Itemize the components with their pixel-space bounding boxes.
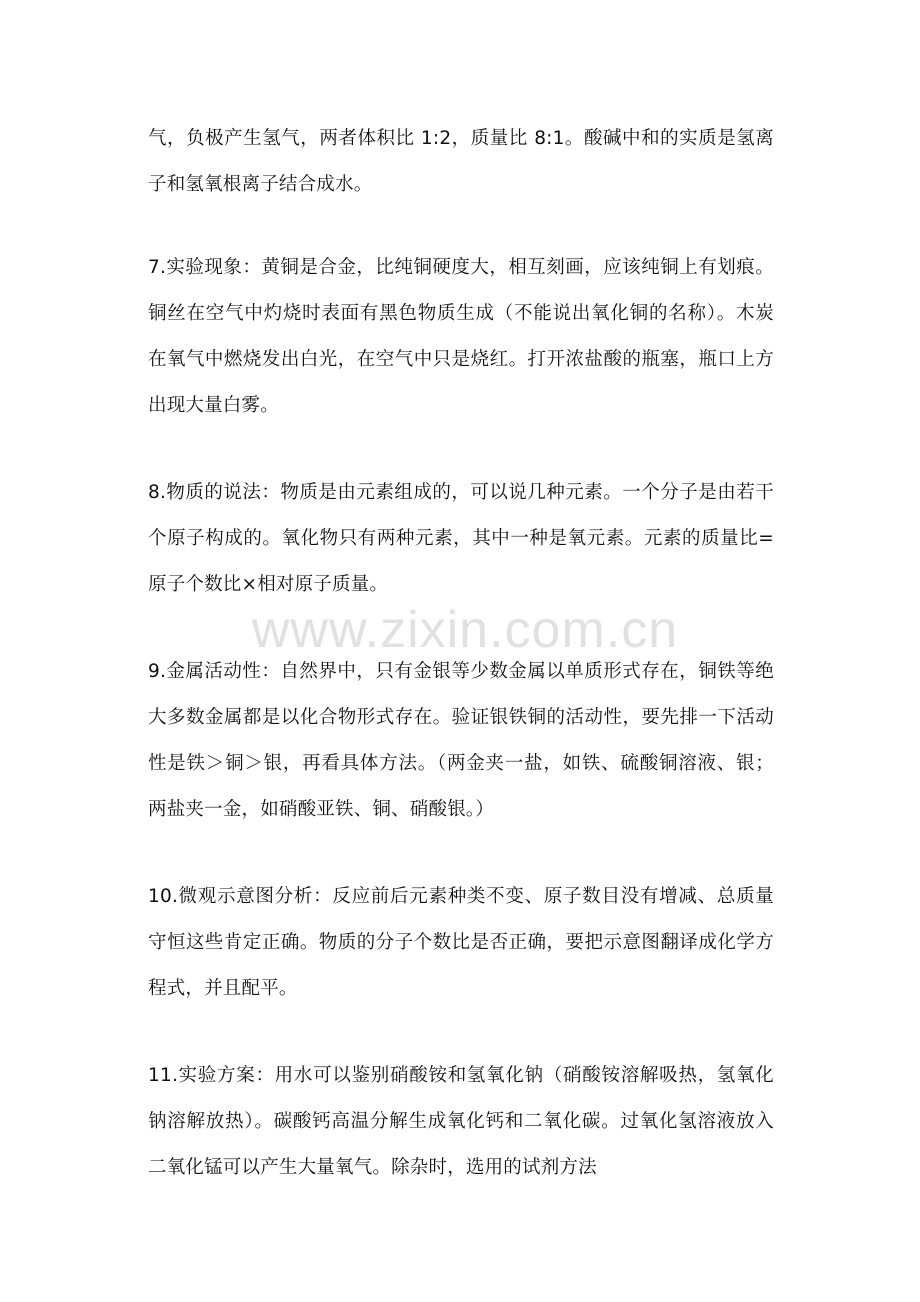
paragraph-7-experiment-phenomena: 7.实验现象：黄铜是合金，比纯铜硬度大，相互刻画，应该纯铜上有划痕。铜丝在空气中灼烧时表面有黑色物质生成（不能说出氧化铜的名称）。木炭在氧气中燃烧发出白光，在空气中只是烧红。打开浓盐酸的瓶塞，瓶口上方出现大量白雾。	[148, 257, 774, 416]
watermark: www.zixin.com.cn	[251, 601, 679, 659]
paragraph-electrolysis-continuation: 气，负极产生氢气，两者体积比 1:2，质量比 8:1。酸碱中和的实质是氢离子和氢氧根离子结合成水。	[148, 128, 774, 195]
paragraph-11-experiment-plan: 11.实验方案：用水可以鉴别硝酸铵和氢氧化钠（硝酸铵溶解吸热，氢氧化钠溶解放热）。碳酸钙高温分解生成氧化钙和二氧化碳。过氧化氢溶液放入二氧化锰可以产生大量氧气。除杂时，选用的试剂方法	[148, 1065, 774, 1178]
paragraph-10-micro-diagram-analysis: 10.微观示意图分析：反应前后元素种类不变、原子数目没有增减、总质量守恒这些肯定正确。物质的分子个数比是否正确，要把示意图翻译成化学方程式，并且配平。	[148, 886, 774, 999]
paragraph-8-substance-statements: 8.物质的说法：物质是由元素组成的，可以说几种元素。一个分子是由若干个原子构成的。氧化物只有两种元素，其中一种是氧元素。元素的质量比=原子个数比×相对原子质量。	[148, 482, 774, 595]
paragraph-9-metal-activity: 9.金属活动性：自然界中，只有金银等少数金属以单质形式存在，铜铁等绝大多数金属都是以化合物形式存在。验证银铁铜的活动性，要先排一下活动性是铁＞铜＞银，再看具体方法。（两金夹一盐，如铁、硫酸铜溶液、银；两盐夹一金，如硝酸亚铁、铜、硝酸银。）	[148, 661, 774, 820]
